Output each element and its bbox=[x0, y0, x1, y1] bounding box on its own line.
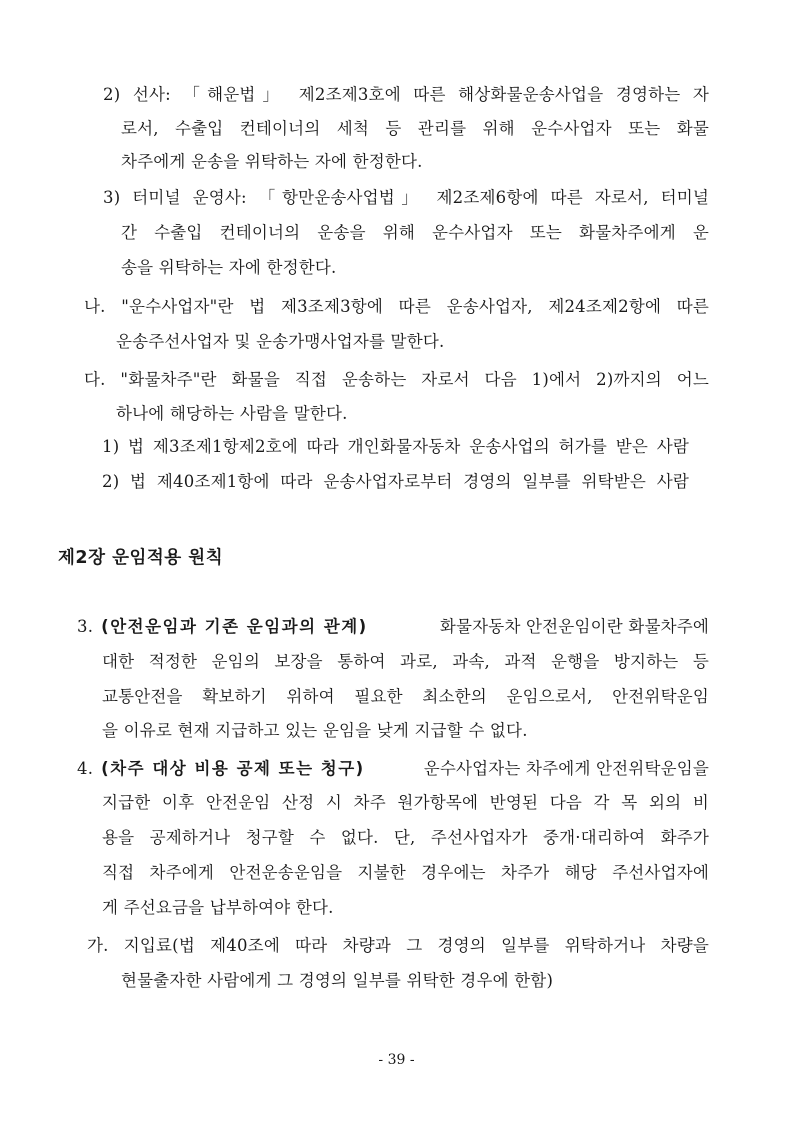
article-4-line-5: 게 주선요금을 납부하여야 한다. bbox=[102, 898, 334, 917]
article-4-line-2: 지급한 이후 안전운임 산정 시 차주 원가항목에 반영된 다음 각 목 외의 비 bbox=[102, 793, 709, 812]
item-da-line-2: 하나에 해당하는 사람을 말한다. bbox=[116, 404, 348, 423]
item-da-subitem-2: 2) 법 제40조제1항에 따라 운송사업자로부터 경영의 일부를 위탁받은 사람 bbox=[102, 472, 689, 491]
article-3-line-2: 대한 적정한 운임의 보장을 통하여 과로, 과속, 과적 운행을 방지하는 등 bbox=[102, 652, 709, 671]
article-3-line-3: 교통안전을 확보하기 위하여 필요한 최소한의 운임으로서, 안전위탁운임 bbox=[102, 687, 709, 706]
item-3-terminal-line-2: 간 수출입 컨테이너의 운송을 위해 운수사업자 또는 화물차주에게 운 bbox=[121, 223, 709, 242]
item-da-subitem-1: 1) 법 제3조제1항제2호에 따라 개인화물자동차 운송사업의 허가를 받은 사람 bbox=[102, 437, 689, 456]
article-4-number: 4. bbox=[77, 759, 94, 778]
page-number: - 39 - bbox=[378, 1052, 415, 1068]
item-da-line-1: 다. "화물차주"란 화물을 직접 운송하는 자로서 다음 1)에서 2)까지의 어느 bbox=[84, 370, 709, 389]
item-2-shipper-line-1: 2) 선사: 「해운법」 제2조제3호에 따른 해상화물운송사업을 경영하는 자 bbox=[103, 85, 709, 104]
item-na-line-2: 운송주선사업자 및 운송가맹사업자를 말한다. bbox=[116, 332, 445, 351]
item-ga-line-2: 현물출자한 사람에게 그 경영의 일부를 위탁한 경우에 한함) bbox=[121, 971, 554, 990]
section-heading: 제2장 운임적용 원칙 bbox=[58, 548, 224, 568]
article-3-line-4: 을 이유로 현재 지급하고 있는 운임을 낮게 지급할 수 없다. bbox=[102, 721, 528, 740]
article-4-line-3: 용을 공제하거나 청구할 수 없다. 단, 주선사업자가 중개·대리하여 화주가 bbox=[102, 828, 709, 847]
article-4-title: (차주 대상 비용 공제 또는 청구) bbox=[101, 759, 365, 778]
article-3-title: (안전운임과 기존 운임과의 관계) bbox=[101, 617, 368, 636]
item-2-shipper-line-3: 차주에게 운송을 위탁하는 자에 한정한다. bbox=[121, 152, 423, 171]
article-4-line-1 bbox=[77, 759, 709, 779]
item-ga-line-1: 가. 지입료(법 제40조에 따라 차량과 그 경영의 일부를 위탁하거나 차량을 bbox=[87, 936, 709, 955]
item-3-terminal-line-3: 송을 위탁하는 자에 한정한다. bbox=[121, 258, 337, 277]
item-2-shipper-line-2: 로서, 수출입 컨테이너의 세척 등 관리를 위해 운수사업자 또는 화물 bbox=[121, 119, 709, 138]
article-3-line-1 bbox=[77, 617, 709, 637]
article-4-first-line-rest: 운수사업자는 차주에게 안전위탁운임을 bbox=[418, 759, 709, 778]
item-3-terminal-line-1: 3) 터미널 운영사: 「항만운송사업법」 제2조제6항에 따른 자로서, 터미널 bbox=[103, 188, 709, 207]
article-3-number: 3. bbox=[77, 617, 94, 636]
item-na-line-1: 나. "운수사업자"란 법 제3조제3항에 따른 운송사업자, 제24조제2항에 따른 bbox=[84, 297, 709, 316]
article-3-first-line-rest: 화물자동차 안전운임이란 화물차주에 bbox=[434, 617, 709, 636]
article-4-line-4: 직접 차주에게 안전운송운임을 지불한 경우에는 차주가 해당 주선사업자에 bbox=[102, 863, 709, 882]
